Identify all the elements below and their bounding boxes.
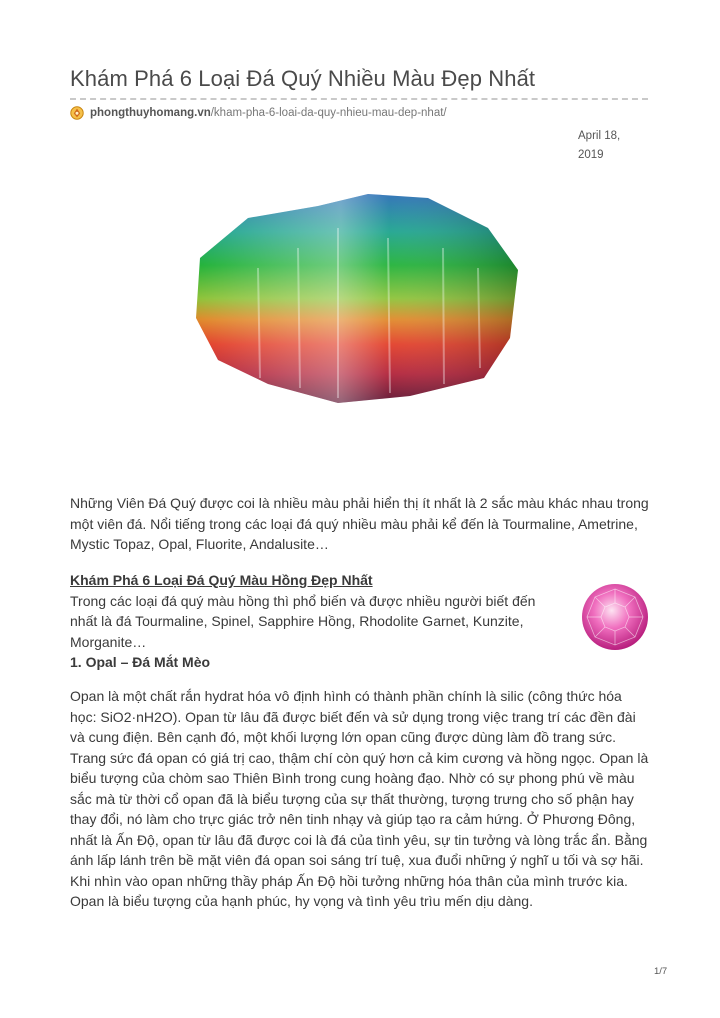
page-number: 1/7 — [654, 966, 668, 977]
opal-subheading: 1. Opal – Đá Mắt Mèo — [70, 654, 211, 670]
article-title: Khám Phá 6 Loại Đá Quý Nhiều Màu Đẹp Nhất — [70, 66, 536, 91]
source-path[interactable]: /kham-pha-6-loai-da-quy-nhieu-mau-dep-nhat/ — [210, 107, 447, 119]
pink-diamond-image — [581, 583, 649, 651]
pink-gems-section — [70, 570, 565, 673]
section-text: Trong các loại đá quý màu hồng thì phổ biến và được nhiều người biết đến nhất là đá Tourmaline, Spinel, Sapphire Hồng, Rhodolite Garnet, Kunzite, Morganite… — [70, 592, 536, 650]
source-url[interactable] — [70, 106, 447, 120]
section-heading-link[interactable]: Khám Phá 6 Loại Đá Quý Màu Hồng Đẹp Nhất — [70, 572, 373, 588]
site-logo-icon — [70, 106, 84, 120]
publish-date-line1: April 18, — [578, 130, 621, 142]
opal-body-paragraph: Opan là một chất rắn hydrat hóa vô định hình có thành phần chính là silic (công thức hóa học: SiO2·nH2O). Opan từ lâu đã được biết đến và sử dụng trong việc trang trí các đền đài và cung điện. Bên cạnh đó, một khối lượng lớn opan cũng được dùng làm đồ trang sức. Trang sức đá opan có giá trị cao, thậm chí còn quý hơn cả kim cương và hồng ngọc. Opan là biểu tượng của chòm sao Thiên Bình trong cung hoàng đạo. Nhờ có sự phong phú về màu sắc mà từ thời cổ opan đã là biểu tượng của sự thất thường, tượng trưng cho số phận hay thay đổi, nó làm cho trực giác trở nên tinh nhạy và giúp tạo ra cảm hứng. Ở Phương Đông, nhất là Ấn Độ, opan từ lâu đã được coi là đá của tình yêu, sự tin tưởng và lòng trắc ẩn. Bằng ánh lấp lánh trên bề mặt viên đá opan soi sáng trí tuệ, xua đuổi những ý nghĩ u tối và sợ hãi. Khi nhìn vào opan những thầy pháp Ấn Độ hồi tưởng những hóa thân của mình trước kia. Opan là biểu tượng của hạnh phúc, hy vọng và tình yêu trìu mến dịu dàng. — [70, 688, 649, 909]
title-divider — [70, 98, 648, 100]
publish-date — [578, 127, 648, 165]
source-domain[interactable]: phongthuyhomang.vn — [90, 107, 211, 119]
tourmaline-gem-image — [188, 188, 528, 408]
intro-paragraph: Những Viên Đá Quý được coi là nhiều màu phải hiển thị ít nhất là 2 sắc màu khác nhau trong một viên đá. Nổi tiếng trong các loại đá quý nhiều màu phải kể đến là Tourmaline, Ametrine, Mystic Topaz, Opal, Fluorite, Andalusite… — [70, 495, 649, 552]
publish-date-line2: 2019 — [578, 149, 604, 161]
